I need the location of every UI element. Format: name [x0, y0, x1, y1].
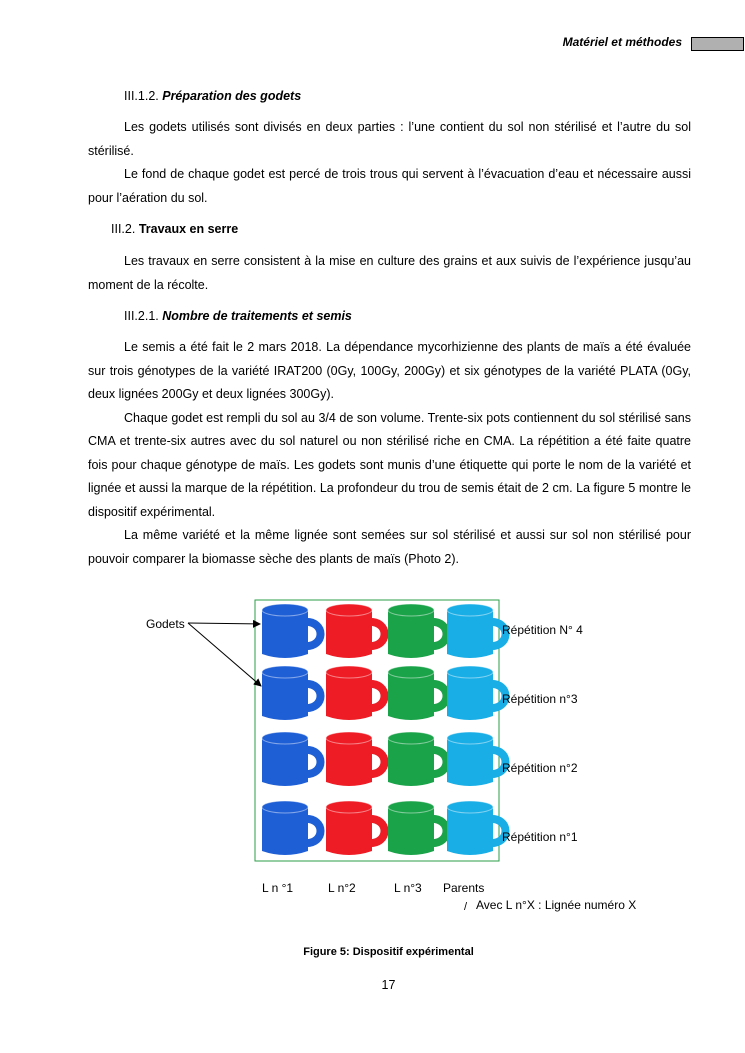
- column-label-2: L n°2: [328, 881, 356, 895]
- paragraph: Les travaux en serre consistent à la mise en culture des grains et aux suivis de l’expérience jusqu’au moment de la récolte.: [88, 254, 691, 292]
- cup-body: [262, 738, 308, 786]
- cup-body: [326, 807, 372, 855]
- column-label-4: Parents: [443, 881, 485, 895]
- cup-body: [388, 807, 434, 855]
- cup-body: [447, 610, 493, 658]
- heading-title: Préparation des godets: [162, 89, 302, 103]
- paragraph: Les godets utilisés sont divisés en deux parties : l’une contient du sol non stérilisé et l’autre du sol stérilisé.: [88, 120, 691, 158]
- row-label-1: Répétition n°1: [502, 830, 578, 844]
- heading-title: Travaux en serre: [138, 222, 239, 236]
- cup-rim: [447, 666, 493, 678]
- arrow-top: [188, 623, 260, 624]
- heading-number: III.2.1.: [124, 309, 159, 323]
- cup-body: [262, 807, 308, 855]
- heading-title: Nombre de traitements et semis: [162, 309, 352, 323]
- cup-rim: [388, 732, 434, 744]
- paragraph: Le fond de chaque godet est percé de trois trous qui servent à l’évacuation d’eau et nécessaire aussi pour l’aération du sol.: [88, 167, 691, 205]
- cup-rim: [388, 801, 434, 813]
- cup-body: [262, 610, 308, 658]
- row-label-2: Répétition n°2: [502, 761, 578, 775]
- cup-rim: [326, 801, 372, 813]
- cup-body: [447, 738, 493, 786]
- cup-rim: [388, 604, 434, 616]
- cup-body: [388, 610, 434, 658]
- godets-label: Godets: [146, 617, 185, 631]
- cup-body: [326, 610, 372, 658]
- row-label-3: Répétition n°3: [502, 692, 578, 706]
- arrow-second: [188, 623, 261, 686]
- cup-rim: [447, 732, 493, 744]
- cup-body: [388, 672, 434, 720]
- header-title: Matériel et méthodes: [562, 35, 682, 49]
- cup-rim: [262, 666, 308, 678]
- cup-rim: [388, 666, 434, 678]
- paragraph: La même variété et la même lignée sont semées sur sol stérilisé et aussi sur sol non stérilisé pour pouvoir comparer la biomasse sèche des plants de maïs (Photo 2).: [88, 528, 691, 566]
- cup-rim: [447, 801, 493, 813]
- legend-text: Avec L n°X : Lignée numéro X: [476, 898, 637, 912]
- cup-rim: [326, 604, 372, 616]
- column-label-3: L n°3: [394, 881, 422, 895]
- page-number: 17: [381, 978, 396, 992]
- heading-number: III.1.2.: [124, 89, 159, 103]
- cup-body: [262, 672, 308, 720]
- cup-rim: [326, 732, 372, 744]
- cup-body: [388, 738, 434, 786]
- cup-rim: [447, 604, 493, 616]
- column-label-1: L n °1: [262, 881, 294, 895]
- cup-body: [326, 738, 372, 786]
- cup-body: [447, 672, 493, 720]
- row-label-4: Répétition N° 4: [502, 623, 583, 637]
- cup-rim: [262, 732, 308, 744]
- cup-rim: [326, 666, 372, 678]
- paragraph: Chaque godet est rempli du sol au 3/4 de son volume. Trente-six pots contiennent du sol stérilisé sans CMA et trente-six autres avec du sol naturel ou non stérilisé riche en CMA. La répétition a été faite quatre fois pour chaque génotype de maïs. Les godets sont munis d’une étiquette qui porte le nom de la variété et lignée et aussi la marque de la répétition. La profondeur du trou de semis était de 2 cm. La figure 5 montre le dispositif expérimental.: [88, 410, 691, 519]
- cup-body: [447, 807, 493, 855]
- heading-number: III.2.: [111, 222, 136, 236]
- figure-caption: Figure 5: Dispositif expérimental: [303, 946, 474, 958]
- paragraph: Le semis a été fait le 2 mars 2018. La dépendance mycorhizienne des plants de maïs a été évaluée sur trois génotypes de la variété IRAT200 (0Gy, 100Gy, 200Gy) et six génotypes de la variété PLATA (0Gy, deux lignées 200Gy et deux lignées 300Gy).: [88, 340, 691, 401]
- cup-body: [326, 672, 372, 720]
- cup-rim: [262, 604, 308, 616]
- legend-mark: /: [464, 901, 468, 913]
- cup-rim: [262, 801, 308, 813]
